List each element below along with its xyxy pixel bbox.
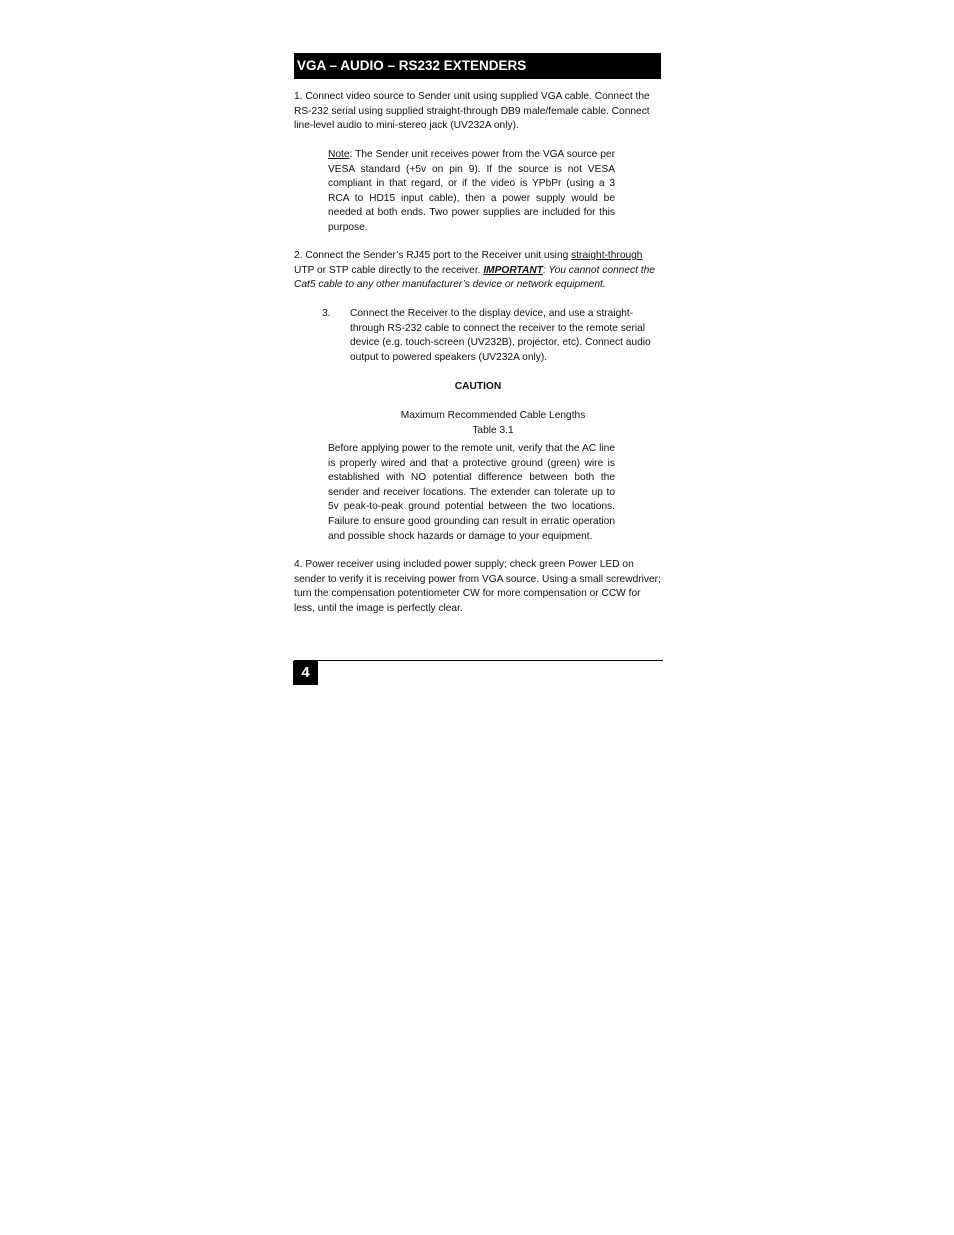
step-1 bbox=[294, 90, 662, 134]
caution-text-block bbox=[328, 442, 615, 544]
table-caption: Maximum Recommended Cable Lengths bbox=[400, 410, 586, 421]
document-page bbox=[294, 53, 662, 614]
step-2-underlined: straight-through bbox=[571, 250, 643, 261]
step-2 bbox=[294, 249, 662, 293]
table-number: Table 3.1 bbox=[472, 424, 514, 436]
page-number: 4 bbox=[293, 661, 318, 685]
caution-heading: CAUTION bbox=[454, 381, 502, 392]
step-3-number: 3. bbox=[322, 308, 331, 319]
step-4 bbox=[294, 558, 662, 616]
footer-rule bbox=[294, 660, 663, 661]
section-title-bar bbox=[294, 53, 661, 79]
important-label: IMPORTANT bbox=[483, 264, 543, 276]
caution-text: Before applying power to the remote unit, verify that the AC line is properly wired and that a protective ground (green) wire is established with NO potential difference between both the sender and receiver locations. The extender can tolerate up to 5v peak-to-peak ground potential between the two locations. Failure to ensure good grounding can result in erratic operation and possible shock hazards or damage to your equipment. bbox=[328, 443, 615, 542]
caution-heading-block bbox=[294, 380, 662, 395]
step-2-text-b: UTP or STP cable directly to the receiver. bbox=[294, 264, 484, 276]
note-label: Note bbox=[328, 149, 350, 160]
step-2-italic-text: : You cannot connect the Cat5 cable to any other manufacturer’s device or network equipment. bbox=[294, 264, 655, 291]
step-2-text-a: 2. Connect the Sender’s RJ45 port to the Receiver unit using bbox=[294, 250, 572, 261]
note-text: : The Sender unit receives power from the VGA source per VESA standard (+5v on pin 9). If the source is not VESA compliant in that regard, or if the video is YPbPr (using a 3 RCA to HD15 input cable), then a power supply would be needed at both ends. Two power supplies are included for this purpose. bbox=[328, 149, 615, 233]
note-1 bbox=[328, 148, 615, 236]
step-1-text: 1. Connect video source to Sender unit using supplied VGA cable. Connect the RS-232 serial using supplied straight-through DB9 male/female cable. Connect line-level audio to mini-stereo jack (UV232A only). bbox=[294, 91, 650, 132]
section-title: VGA – AUDIO – RS232 EXTENDERS bbox=[297, 58, 527, 73]
step-4-text: 4. Power receiver using included power supply; check green Power LED on sender to verify it is receiving power from VGA source. Using a small screwdriver; turn the compensation potentiometer CW for more compensation or CCW for less, until the image is perfectly clear. bbox=[294, 559, 661, 614]
table-caption-block bbox=[328, 409, 658, 438]
step-3-text: Connect the Receiver to the display device, and use a straight-through RS-232 cable to connect the receiver to the remote serial device (e.g. touch-screen (UV232B), projector, etc). Connect audio output to powered speakers (UV232A only). bbox=[350, 308, 651, 363]
